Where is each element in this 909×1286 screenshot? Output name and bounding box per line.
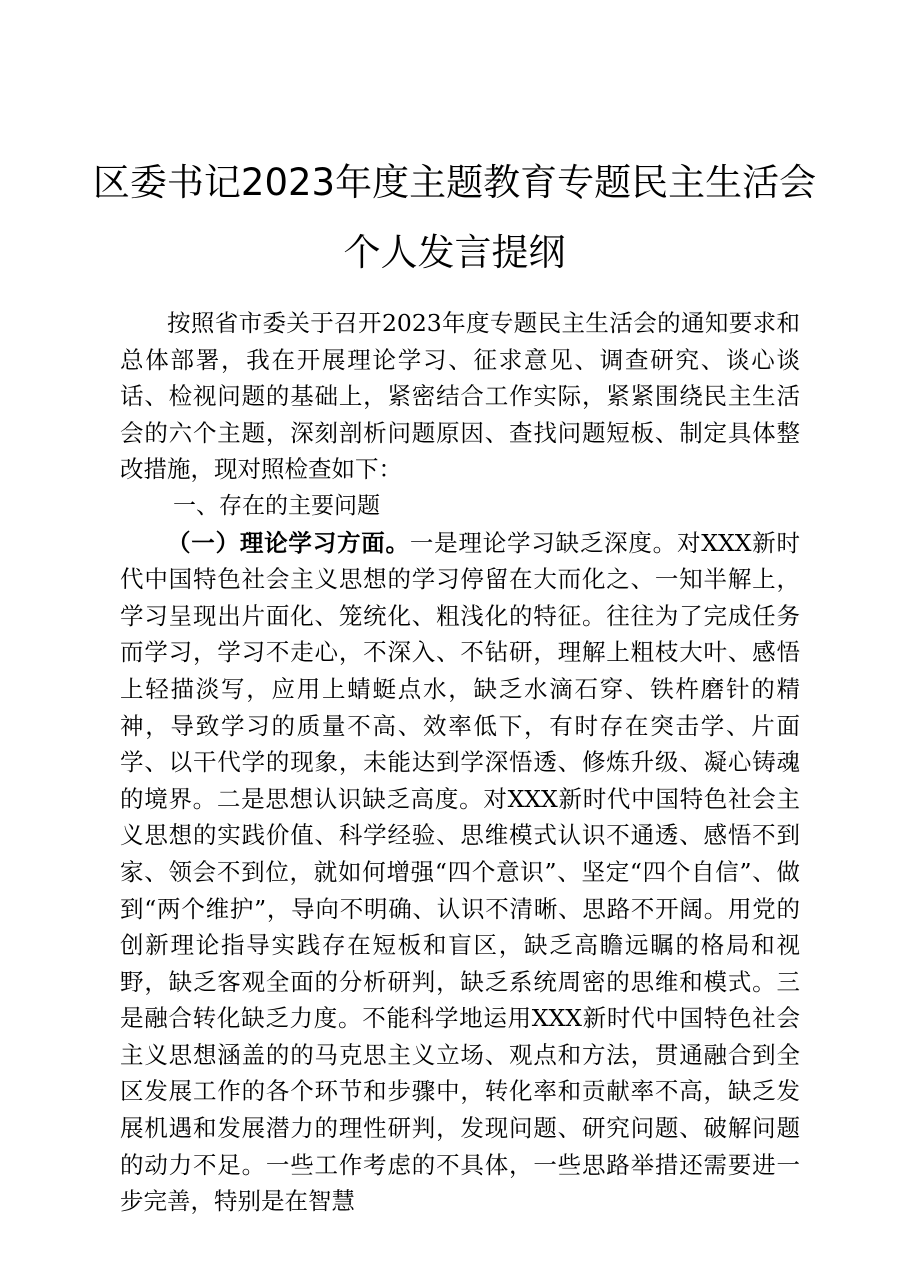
document-body	[120, 305, 800, 1220]
document-title-line-1: 区委书记2023年度主题教育专题民主生活会	[92, 161, 817, 204]
section-heading: 一、存在的主要问题	[173, 492, 380, 519]
document-title-line-2: 个人发言提纲	[343, 231, 566, 274]
intro-paragraph: 按照省市委关于召开2023年度专题民主生活会的通知要求和总体部署，我在开展理论学习、征求意见、调查研究、谈心谈话、检视问题的基础上，紧密结合工作实际，紧紧围绕民主生活会的六个主题，深刻剖析问题原因、查找问题短板、制定具体整改措施，现对照检查如下：	[120, 309, 800, 484]
subsection-paragraph	[120, 525, 800, 1220]
subsection-lead: （一）理论学习方面。	[167, 528, 410, 557]
subsection-text: 一是理论学习缺乏深度。对XXX新时代中国特色社会主义思想的学习停留在大而化之、一知半解上，学习呈现出片面化、笼统化、粗浅化的特征。往往为了完成任务而学习，学习不走心，不深入、不钻研，理解上粗枝大叶、感悟上轻描淡写，应用上蜻蜓点水，缺乏水滴石穿、铁杵磨针的精神，导致学习的质量不高、效率低下，有时存在突击学、片面学、以干代学的现象，未能达到学深悟透、修炼升级、凝心铸魂的境界。二是思想认识缺乏高度。对XXX新时代中国特色社会主义思想的实践价值、科学经验、思维模式认识不通透、感悟不到家、领会不到位，就如何增强“四个意识”、坚定“四个自信”、做到“两个维护”，导向不明确、认识不清晰、思路不开阔。用党的创新理论指导实践存在短板和盲区，缺乏高瞻远瞩的格局和视野，缺乏客观全面的分析研判，缺乏系统周密的思维和模式。三是融合转化缺乏力度。不能科学地运用XXX新时代中国特色社会主义思想涵盖的的马克思主义立场、观点和方法，贯通融合到全区发展工作的各个环节和步骤中，转化率和贡献率不高，缺乏发展机遇和发展潜力的理性研判，发现问题、研究问题、破解问题的动力不足。一些工作考虑的不具体，一些思路举措还需要进一步完善，特别是在智慧	[120, 528, 800, 1216]
